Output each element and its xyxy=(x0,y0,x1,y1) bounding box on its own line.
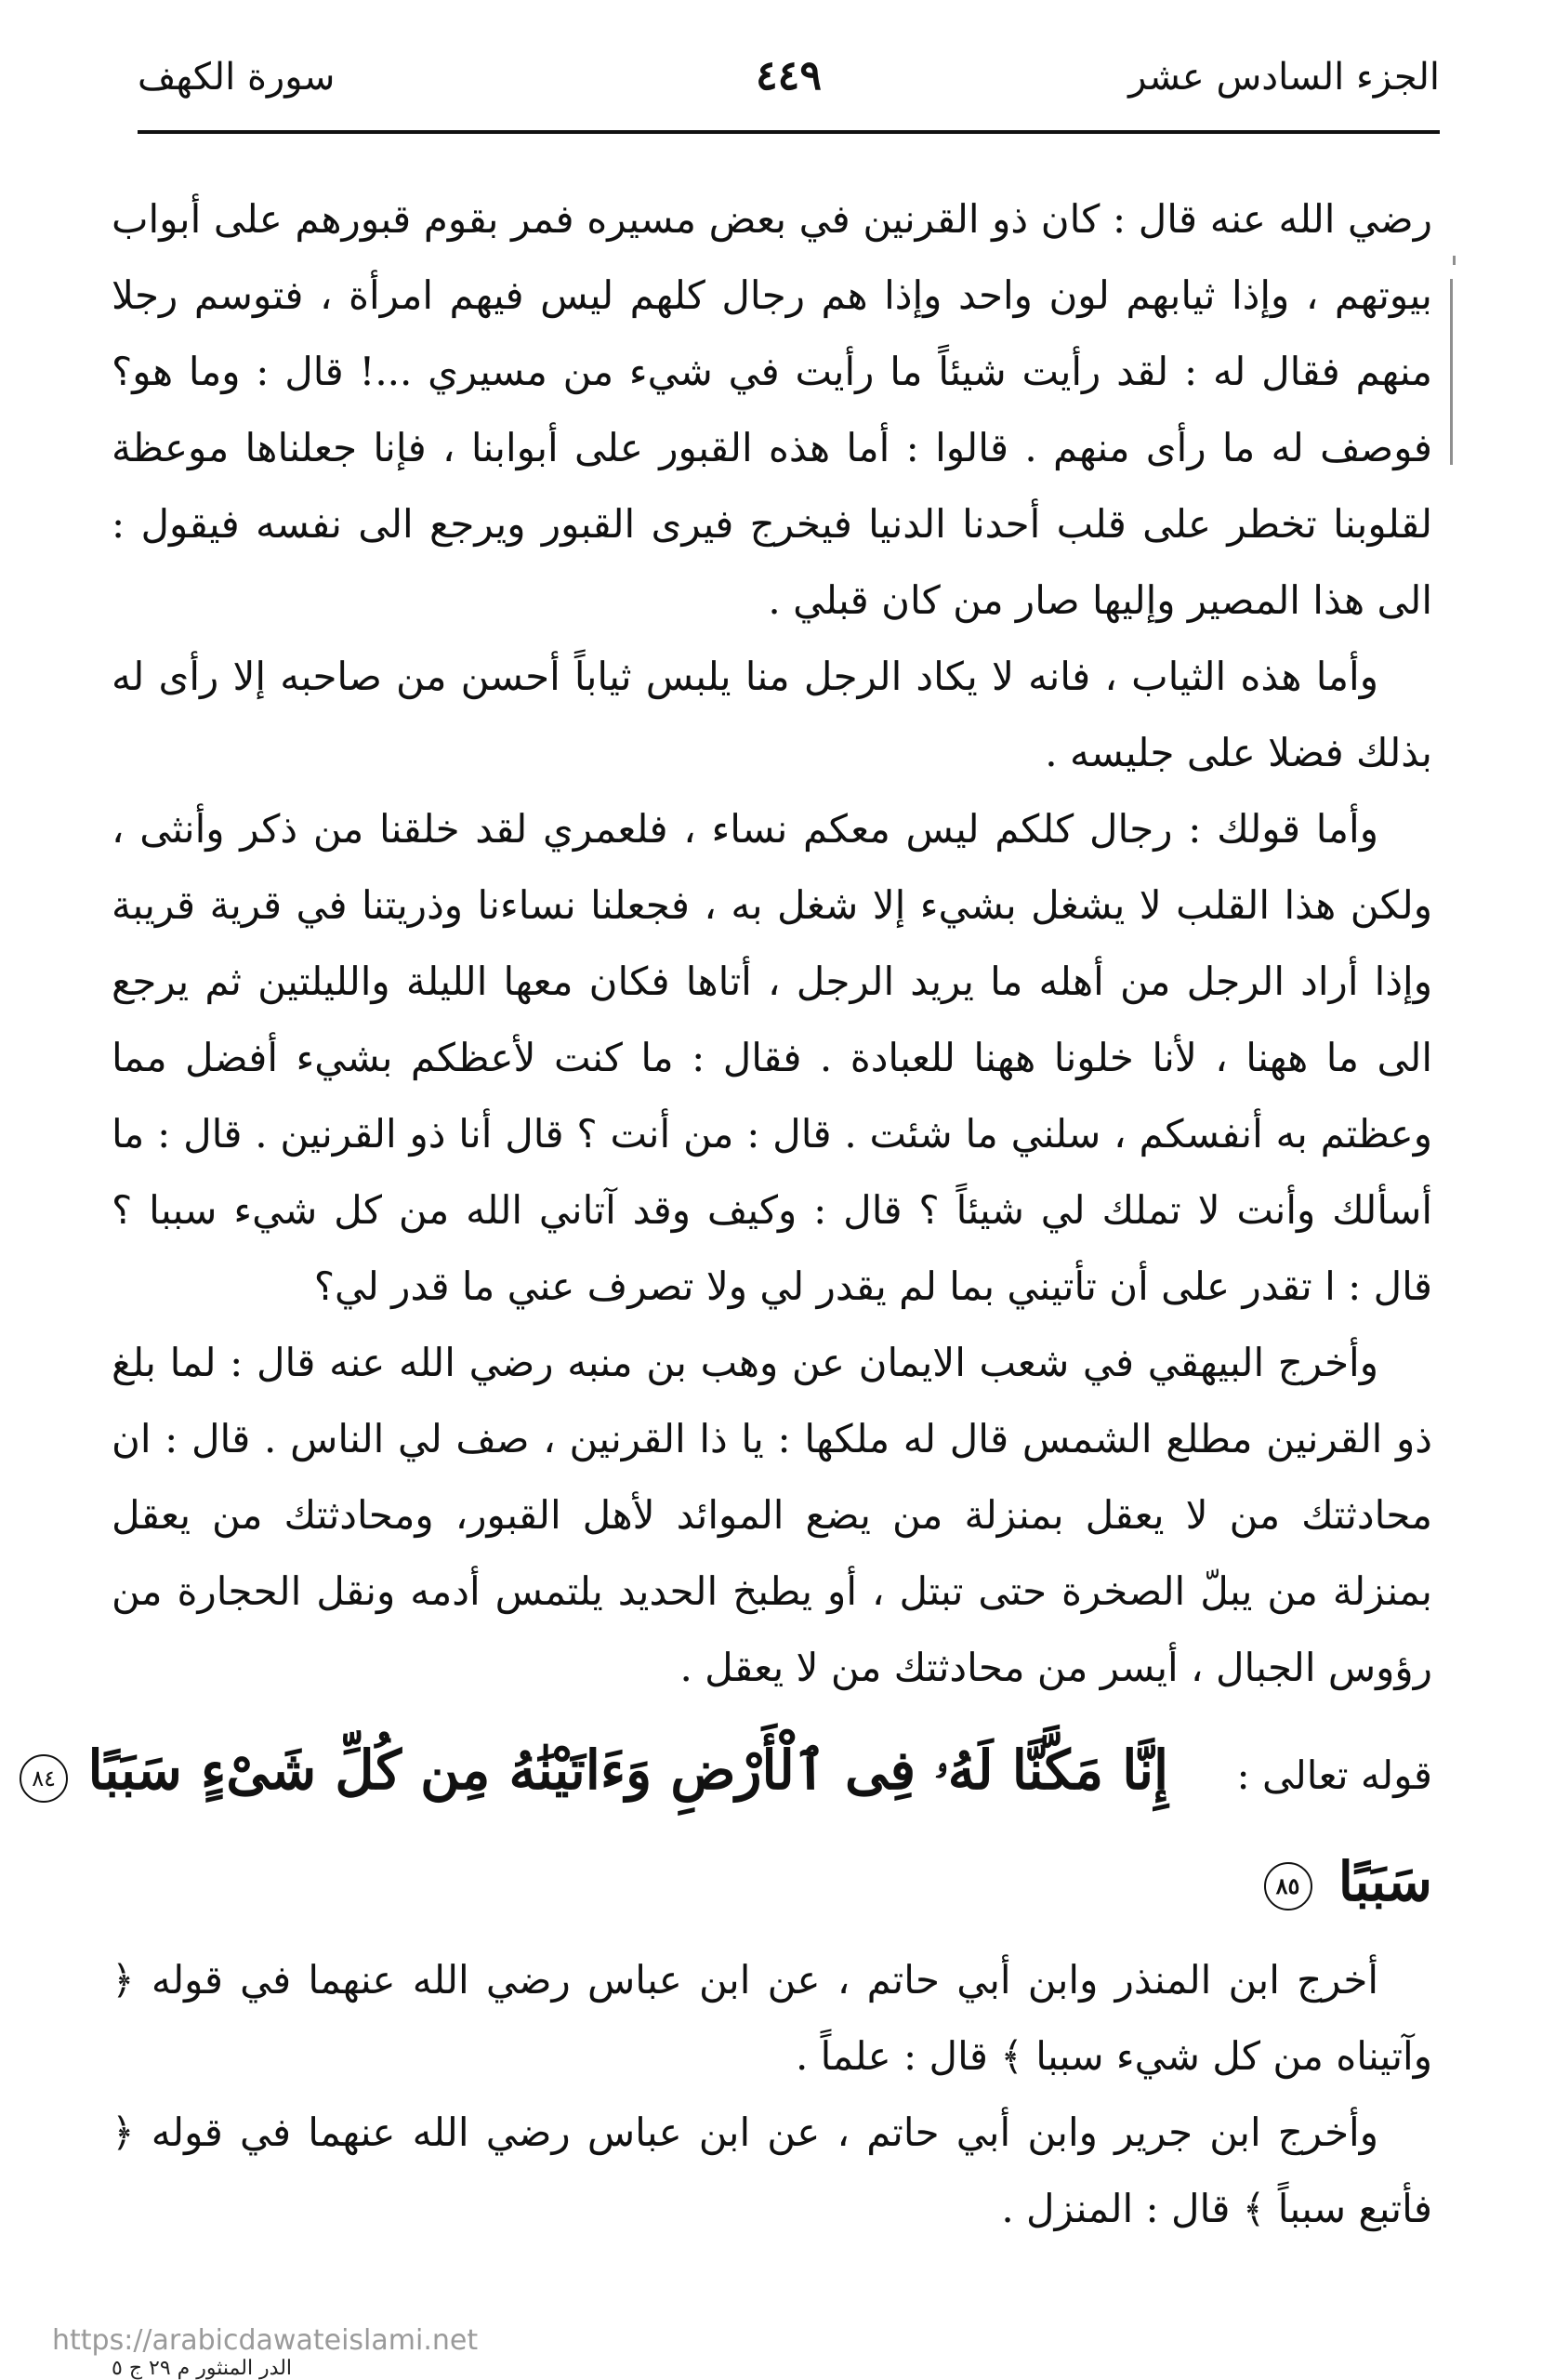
verse-label: قوله تعالى : xyxy=(1236,1752,1432,1798)
surah-title: سورة الكهف xyxy=(138,56,336,99)
paragraph-4: وأخرج البيهقي في شعب الايمان عن وهب بن منبه رضي الله عنه قال : لما بلغ ذو القرنين مطلع الشمس قال له ملكها : يا ذا القرنين ، صف لي الناس . قال : ان محادثتك من لا يعقل بمنزلة من يضع الموائد لأهل القبور، ومحادثتك من يعقل بمنزلة من يبلّ الصخرة حتى تبتل ، أو يطبخ الحديد يلتمس أدمه ونقل الحجارة من رؤوس الجبال ، أيسر من محادثتك من لا يعقل . xyxy=(112,1340,1432,1690)
margin-mark xyxy=(1450,279,1453,465)
page-content xyxy=(32,181,1432,2247)
header-rule xyxy=(138,130,1440,134)
margin-mark-top xyxy=(1453,256,1456,265)
watermark-url: https://arabicdawateislami.net xyxy=(52,2324,479,2357)
source-reference: الدر المنثور م ٢٩ ج ٥ xyxy=(112,2357,293,2380)
paragraph-5: أخرج ابن المنذر وابن أبي حاتم ، عن ابن عباس رضي الله عنهما في قوله ﴿ وآتيناه من كل شيء سببا ﴾ قال : علماً . xyxy=(112,1957,1432,2079)
quran-verse-line xyxy=(32,1719,1432,1827)
paragraph-1: رضي الله عنه قال : كان ذو القرنين في بعض مسيره فمر بقوم قبورهم على أبواب بيوتهم ، وإذا ثيابهم لون واحد وإذا هم رجال كلهم ليس فيهم امرأة ، فتوسم رجلا منهم فقال له : لقد رأيت شيئاً ما رأيت في شيء من مسيري ...! قال : وما هو؟ فوصف له ما رأى منهم . قالوا : أما هذه القبور على أبوابنا ، فإنا جعلناها موعظة لقلوبنا تخطر على قلب أحدنا الدنيا فيخرج فيرى القبور ويرجع الى نفسه فيقول : الى هذا المصير وإليها صار من كان قبلي . xyxy=(112,196,1432,623)
paragraph-2: وأما هذه الثياب ، فانه لا يكاد الرجل منا يلبس ثياباً أحسن من صاحبه إلا رأى له بذلك فضلا على جليسه . xyxy=(112,654,1432,775)
running-header xyxy=(138,46,1440,112)
verse-text: إِنَّا مَكَّنَّا لَهُۥ فِى ٱلْأَرْضِ وَءَاتَيْنَٰهُ مِن كُلِّ شَىْءٍ سَبَبًا xyxy=(87,1739,1169,1802)
paragraph-3: وأما قولك : رجال كلكم ليس معكم نساء ، فلعمري لقد خلقنا من ذكر وأنثى ، ولكن هذا القلب لا يشغل بشيء إلا شغل به ، فجعلنا نساءنا وذريتنا في قرية قريبة وإذا أراد الرجل من أهله ما يريد الرجل ، أتاها فكان معها الليلة والليلتين ثم يرجع الى ما ههنا ، لأنا خلونا ههنا للعبادة . فقال : ما كنت لأعظكم بشيء أفضل مما وعظتم به أنفسكم ، سلني ما شئت . قال : من أنت ؟ قال أنا ذو القرنين . قال : ما أسألك وأنت لا تملك لي شيئاً ؟ قال : وكيف وقد آتاني الله من كل شيء سببا ؟ قال : ا تقدر على أن تأتيني بما لم يقدر لي ولا تصرف عني ما قدر لي؟ xyxy=(112,806,1432,1309)
part-title: الجزء السادس عشر xyxy=(1128,56,1440,99)
verse-tail: سَبَبًا xyxy=(1338,1850,1432,1913)
page-number: ٤٤٩ xyxy=(756,52,822,99)
ayah-number-84: ٨٤ xyxy=(20,1754,68,1803)
ayah-number-85: ٨٥ xyxy=(1264,1862,1312,1911)
verse-tail-line xyxy=(112,1831,1432,1933)
paragraph-6: وأخرج ابن جرير وابن أبي حاتم ، عن ابن عباس رضي الله عنهما في قوله ﴿ فأتبع سبباً ﴾ قال : المنزل . xyxy=(112,2109,1432,2231)
